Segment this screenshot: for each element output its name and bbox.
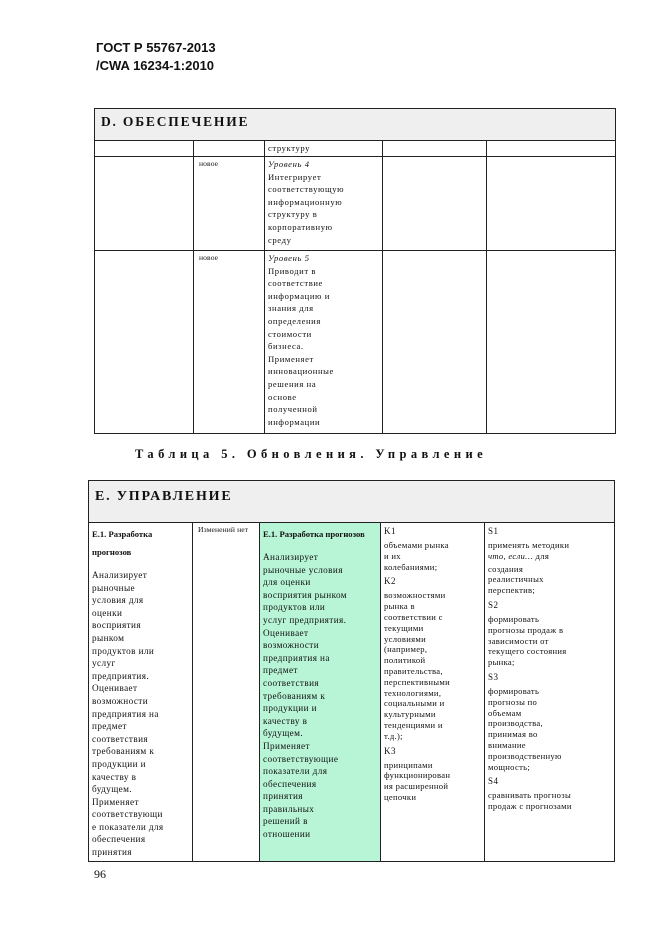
table-cell bbox=[383, 251, 487, 434]
level-text: Приводит в соответствие информацию и знания для определения стоимости бизнеса. Применяет инновационные решения на основе полученной информации bbox=[268, 265, 334, 427]
knowledge-label: K1 bbox=[384, 526, 396, 536]
standard-number: ГОСТ Р 55767-2013 bbox=[96, 40, 216, 55]
knowledge-text: объемами рынка и их колебаниями; bbox=[384, 540, 449, 572]
skill-text-italic: что, если… bbox=[488, 550, 534, 561]
competence-title: E.1. Разработка прогнозов bbox=[263, 529, 365, 539]
status-cell: новое bbox=[194, 251, 265, 434]
table-caption: Таблица 5. Обновления. Управление bbox=[135, 447, 488, 461]
table-cell bbox=[383, 157, 487, 251]
table-cell bbox=[487, 157, 616, 251]
level-label: Уровень 4 bbox=[268, 159, 310, 169]
skill-label: S2 bbox=[488, 599, 499, 610]
competence-description: Анализирует рыночные условия для оценки восприятия рынком продуктов или услуг предприятия. Оценивает возможности предприятия на предмет соответствия требованиям к продукции и качеству в будущем. Применяет соответствующи е показатели для обеспечения принятия bbox=[92, 570, 164, 858]
knowledge-cell bbox=[381, 523, 485, 862]
skill-text: сравнивать прогнозы продаж с прогнозами bbox=[488, 790, 572, 812]
status-cell: новое bbox=[194, 157, 265, 251]
table-cell bbox=[95, 157, 194, 251]
table-d bbox=[94, 108, 616, 434]
table-cell bbox=[95, 141, 194, 157]
level-label: Уровень 5 bbox=[268, 253, 310, 263]
current-competence-cell bbox=[89, 523, 193, 862]
section-header-d: D. ОБЕСПЕЧЕНИЕ bbox=[95, 109, 616, 141]
level-text: Интегрирует соответствующую информационную структуру в корпоративную среду bbox=[268, 171, 345, 245]
knowledge-text: принципами функционирован ия расширенной цепочки bbox=[384, 759, 451, 802]
knowledge-label: K2 bbox=[384, 576, 396, 587]
table-cell bbox=[194, 141, 265, 157]
competence-description: Анализирует рыночные условия для оценки восприятия рынком продуктов или услуг предприятия. Оценивает возможности предприятия на предмет соответствия требованиям к продукции и качеству в будущем. Применяет соответствующие показатели для обеспечения принятия правильных решений в отношении bbox=[263, 552, 347, 840]
level-cell bbox=[265, 157, 383, 251]
table-cell bbox=[383, 141, 487, 157]
skill-text: формировать прогнозы продаж в зависимости от текущего состояния рынка; bbox=[488, 613, 567, 668]
skill-text-part: для bbox=[533, 550, 550, 561]
level-cell bbox=[265, 251, 383, 434]
skill-label: S4 bbox=[488, 776, 499, 787]
skill-label: S1 bbox=[488, 526, 499, 536]
knowledge-text: возможностями рынка в соответствии с текущими условиями (например, политикой правительства, перспективными технологиями, социальными и культурными тенденциями и т.д.); bbox=[384, 590, 451, 741]
skill-text-part: применять методики bbox=[488, 540, 570, 550]
skill-text: формировать прогнозы по объемам производства, принимая во внимание производственную мощность; bbox=[488, 685, 562, 772]
skills-cell bbox=[485, 523, 615, 862]
table-cell bbox=[95, 251, 194, 434]
change-status-cell: Изменений нет bbox=[193, 523, 260, 862]
updated-competence-cell bbox=[260, 523, 381, 862]
knowledge-label: K3 bbox=[384, 745, 396, 756]
standard-reference: /CWA 16234-1:2010 bbox=[96, 58, 215, 73]
skill-label: S3 bbox=[488, 671, 499, 682]
page-number: 96 bbox=[94, 867, 106, 881]
skill-text bbox=[485, 539, 614, 563]
table-cell bbox=[487, 141, 616, 157]
table-cell: структуру bbox=[265, 141, 383, 157]
table-cell bbox=[487, 251, 616, 434]
table-e bbox=[88, 480, 615, 862]
skill-text: создания реалистичных перспектив; bbox=[488, 563, 544, 596]
section-header-e: E. УПРАВЛЕНИЕ bbox=[89, 481, 615, 523]
competence-title: E.1. Разработка прогнозов bbox=[92, 529, 153, 557]
